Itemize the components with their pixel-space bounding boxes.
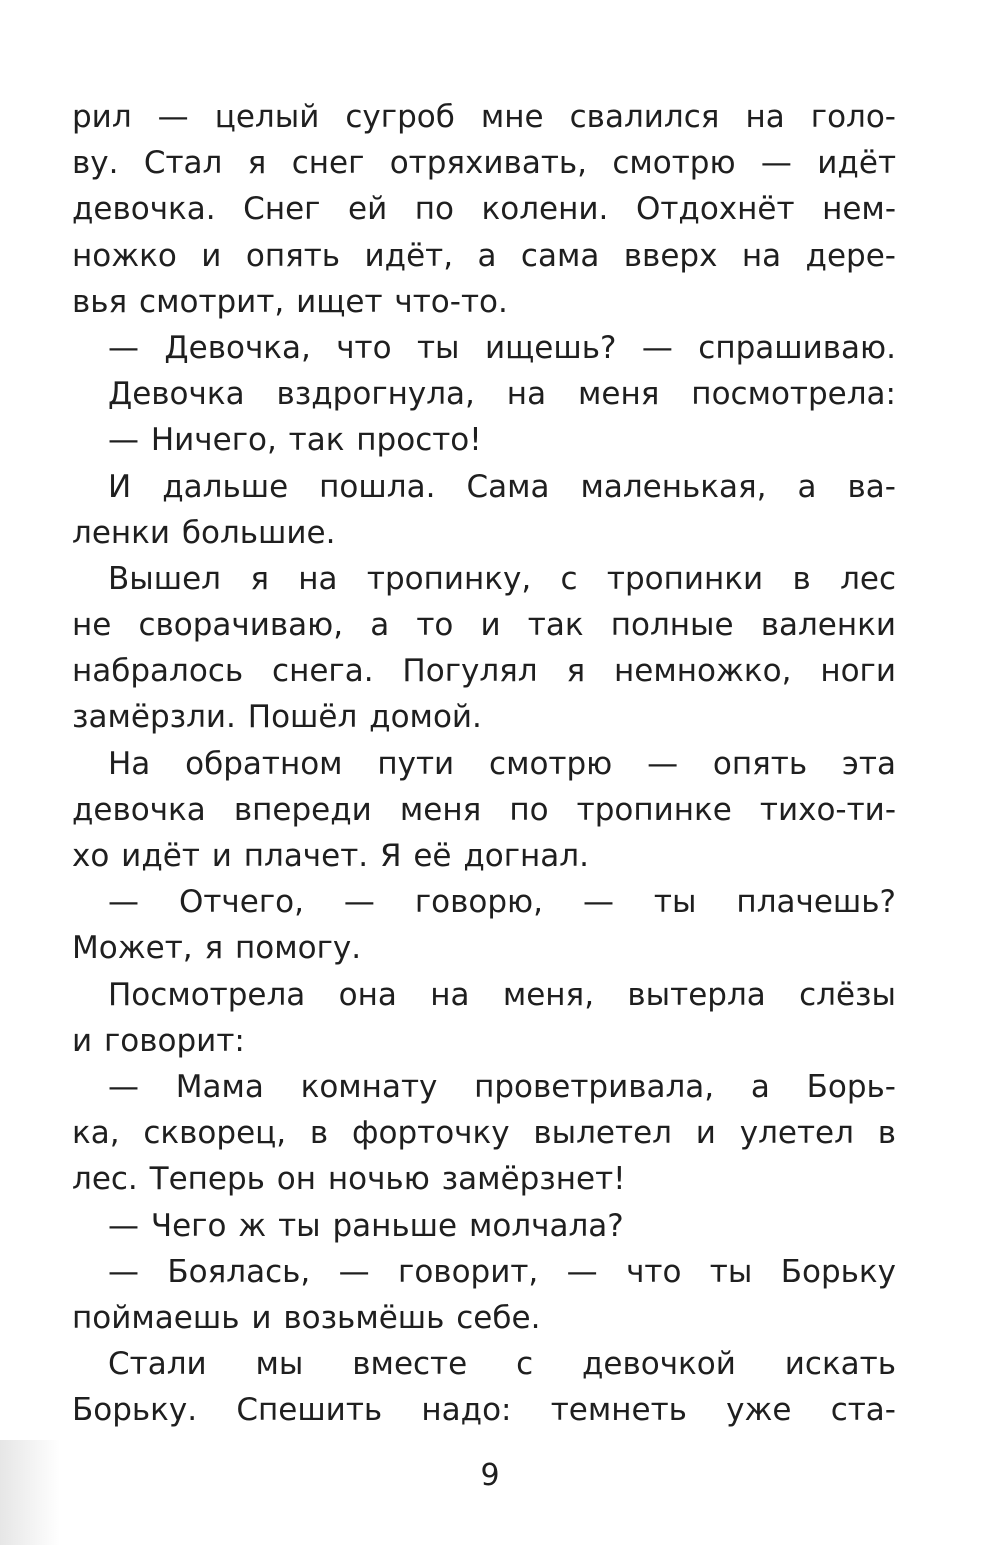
text-line: замёрзли. Пошёл домой. bbox=[72, 699, 482, 736]
text-line: набралось снега. Погулял я немножко, ноги bbox=[72, 653, 896, 690]
text-line: ленки большие. bbox=[72, 514, 336, 551]
text-line: вья смотрит, ищет что-то. bbox=[72, 283, 508, 320]
text-line: хо идёт и плачет. Я её догнал. bbox=[72, 838, 589, 874]
text-line: девочка впереди меня по тропинке тихо-ти- bbox=[72, 791, 896, 828]
text-line: Стали мы вместе с девочкой искать bbox=[108, 1346, 896, 1383]
text-line: Девочка вздрогнула, на меня посмотрела: bbox=[108, 376, 896, 413]
text-line: На обратном пути смотрю — опять эта bbox=[108, 745, 896, 782]
text-line: — Ничего, так просто! bbox=[108, 422, 482, 459]
text-line: — Девочка, что ты ищешь? — спрашиваю. bbox=[108, 329, 896, 366]
body-text bbox=[72, 94, 896, 1433]
text-line: и говорит: bbox=[72, 1022, 245, 1059]
text-line: девочка. Снег ей по колени. Отдохнёт нем- bbox=[72, 191, 896, 228]
text-line: — Чего ж ты раньше молчала? bbox=[108, 1207, 624, 1244]
text-line: Вышел я на тропинку, с тропинки в лес bbox=[108, 560, 896, 597]
text-line: — Боялась, — говорит, — что ты Борьку bbox=[108, 1253, 896, 1290]
page-number: 9 bbox=[480, 1458, 500, 1493]
text-line: ножко и опять идёт, а сама вверх на дере- bbox=[72, 237, 896, 274]
text-line: ка, скворец, в форточку вылетел и улетел в bbox=[72, 1115, 896, 1152]
text-line: лес. Теперь он ночью замёрзнет! bbox=[72, 1161, 626, 1198]
text-line: поймаешь и возьмёшь себе. bbox=[72, 1299, 541, 1336]
text-line: не сворачиваю, а то и так полные валенки bbox=[72, 607, 896, 644]
text-line: рил — целый сугроб мне свалился на голо- bbox=[72, 99, 896, 135]
text-line: ву. Стал я снег отряхивать, смотрю — идёт bbox=[72, 145, 896, 182]
text-line: Посмотрела она на меня, вытерла слёзы bbox=[108, 976, 896, 1013]
text-line: И дальше пошла. Сама маленькая, а ва- bbox=[108, 468, 896, 505]
text-line: Может, я помогу. bbox=[72, 930, 362, 967]
text-line: Борьку. Спешить надо: темнеть уже ста- bbox=[72, 1392, 896, 1429]
text-line: — Мама комнату проветривала, а Борь- bbox=[108, 1068, 896, 1105]
text-line: — Отчего, — говорю, — ты плачешь? bbox=[108, 884, 896, 921]
